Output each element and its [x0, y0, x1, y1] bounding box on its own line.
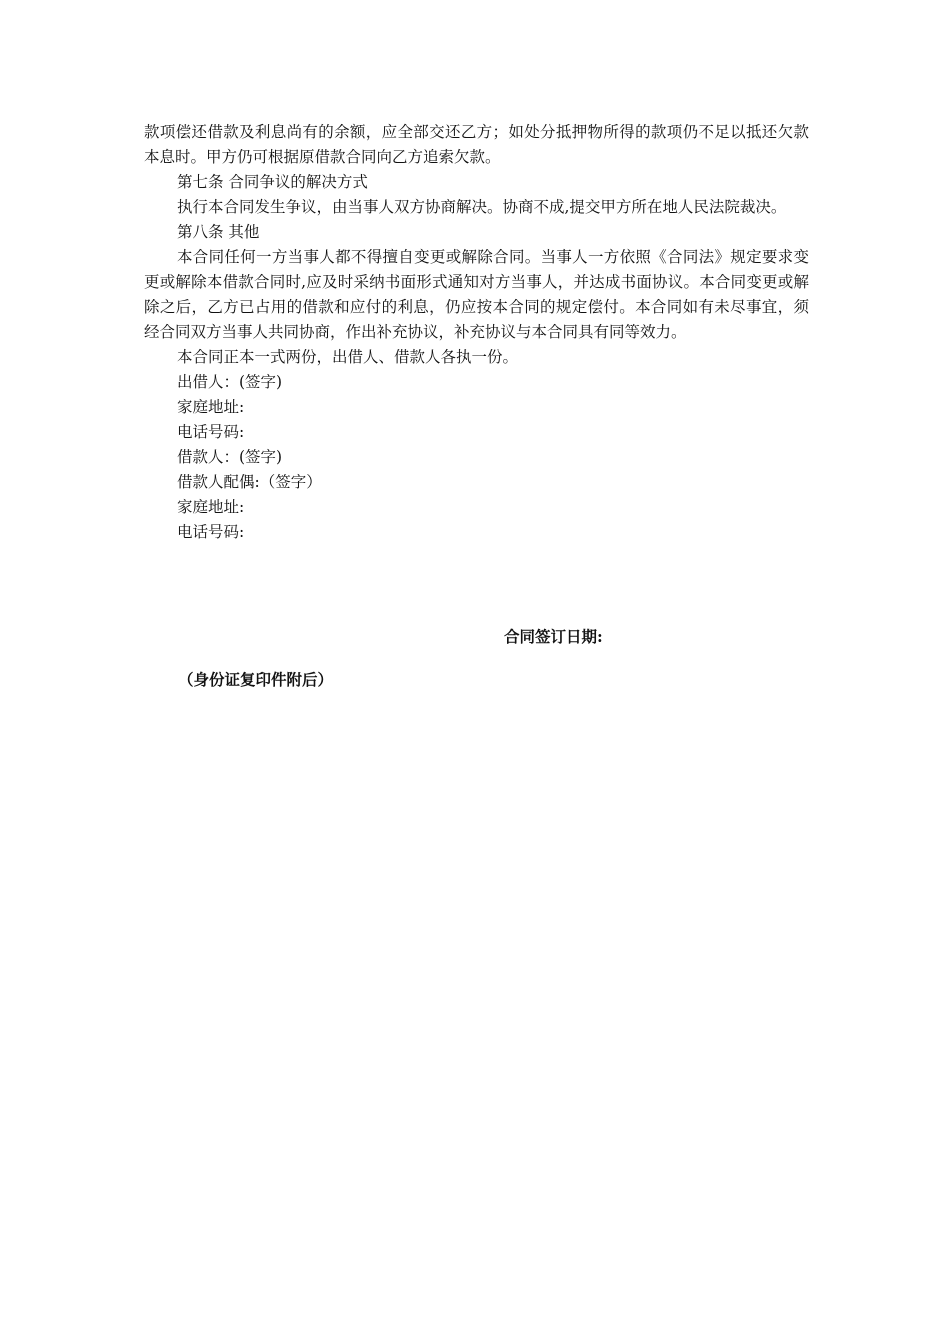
- field-lender-phone: 电话号码:: [177, 423, 245, 441]
- paragraph-repayment-clause: 款项偿还借款及利息尚有的余额，应全部交还乙方；如处分抵押物所得的款项仍不足以抵还欠款本息时。甲方仍可根据原借款合同向乙方追索欠款。: [144, 123, 809, 166]
- paragraph-other-terms: 本合同任何一方当事人都不得擅自变更或解除合同。当事人一方依照《合同法》规定要求变更或解除本借款合同时,应及时采纳书面形式通知对方当事人，并达成书面协议。本合同变更或解除之后，乙方已占用的借款和应付的利息，仍应按本合同的规定偿付。本合同如有未尽事宜，须经合同双方当事人共同协商，作出补充协议，补充协议与本合同具有同等效力。: [144, 248, 809, 341]
- field-borrower-signature: 借款人：(签字): [177, 448, 283, 466]
- article-7-heading: 第七条 合同争议的解决方式: [177, 173, 368, 191]
- paragraph-copies: 本合同正本一式两份，出借人、借款人各执一份。: [177, 348, 519, 366]
- field-lender-signature: 出借人：(签字): [177, 373, 283, 391]
- paragraph-dispute-resolution: 执行本合同发生争议，由当事人双方协商解决。协商不成,提交甲方所在地人民法院裁决。: [177, 198, 787, 216]
- document-body: [144, 120, 809, 545]
- contract-sign-date-label: 合同签订日期:: [504, 627, 603, 646]
- field-borrower-address: 家庭地址:: [177, 498, 245, 516]
- field-borrower-phone: 电话号码:: [177, 523, 245, 541]
- field-borrower-spouse-signature: 借款人配偶:（签字）: [177, 473, 322, 491]
- field-lender-address: 家庭地址:: [177, 398, 245, 416]
- appendix-note: （身份证复印件附后）: [178, 670, 334, 689]
- article-8-heading: 第八条 其他: [177, 223, 260, 241]
